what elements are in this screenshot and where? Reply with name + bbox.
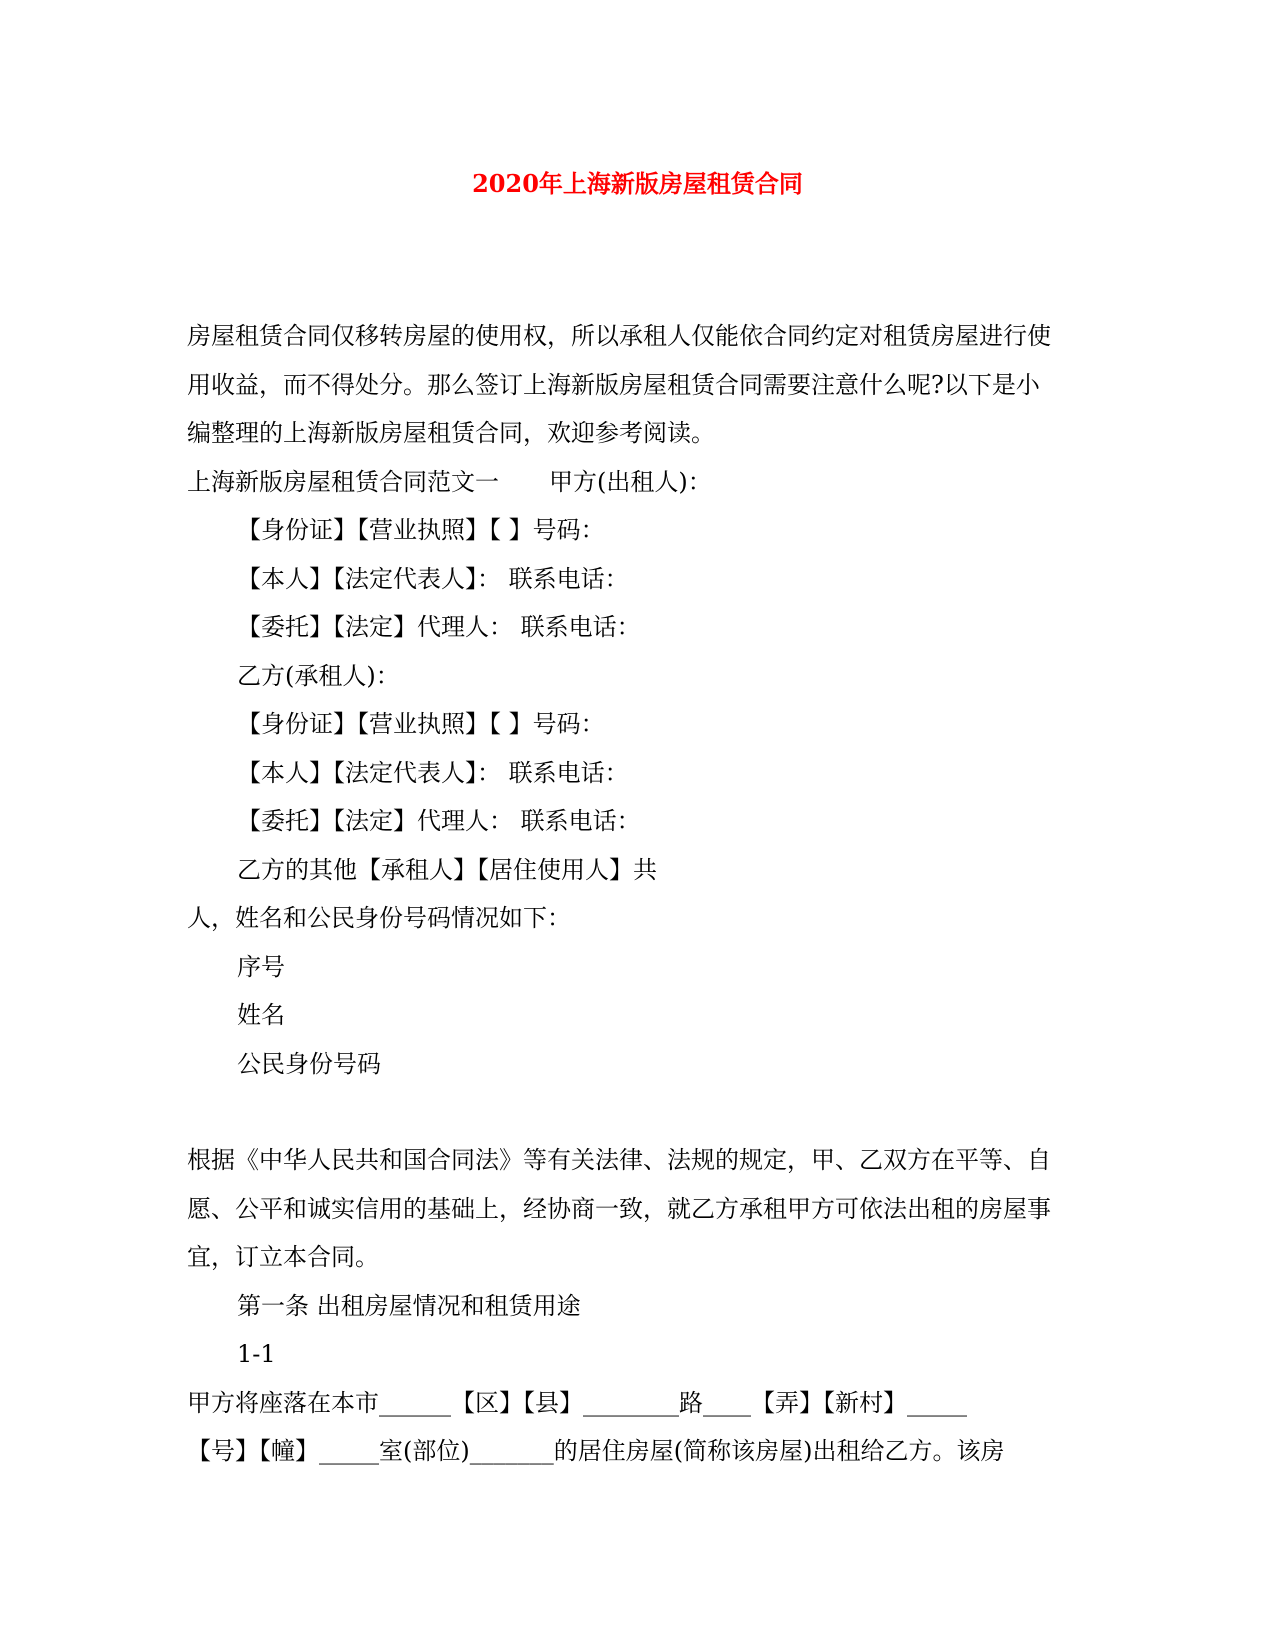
table-header-id-number: 公民身份号码 [237,1049,381,1078]
party-b-representative-field: 【本人】【法定代表人】： 联系电话： [237,758,629,787]
sample-heading: 上海新版房屋租赁合同范文一 [187,467,499,496]
intro-line-1: 房屋租赁合同仅移转房屋的使用权，所以承租人仅能依合同约定对租赁房屋进行使 [187,322,1051,350]
other-occupants-line-2: 人，姓名和公民身份号码情况如下： [187,904,571,932]
other-occupants-line-1: 乙方的其他【承租人】【居住使用人】共 [237,855,657,884]
party-a-representative-field: 【本人】【法定代表人】： 联系电话： [237,564,629,593]
table-header-number: 序号 [237,952,285,981]
clause-line-1: 甲方将座落在本市______【区】【县】________路____【弄】【新村】_____ [187,1388,967,1417]
intro-line-3: 编整理的上海新版房屋租赁合同，欢迎参考阅读。 [187,419,715,447]
sample-heading-line [187,458,1087,507]
basis-line-1: 根据《中华人民共和国合同法》等有关法律、法规的规定，甲、乙双方在平等、自 [187,1146,1051,1174]
document-title: 2020年上海新版房屋租赁合同 [472,169,803,198]
party-b-id-field: 【身份证】【营业执照】【 】号码： [237,710,605,738]
document-body [187,312,1087,1476]
basis-line-3: 宜，订立本合同。 [187,1243,379,1271]
basis-line-2: 愿、公平和诚实信用的基础上，经协商一致，就乙方承租甲方可依法出租的房屋事 [187,1194,1051,1223]
party-b-agent-field: 【委托】【法定】代理人： 联系电话： [237,807,641,835]
party-a-label: 甲方(出租人)： [549,467,712,496]
intro-line-2: 用收益，而不得处分。那么签订上海新版房屋租赁合同需要注意什么呢?以下是小 [187,370,1040,399]
party-a-agent-field: 【委托】【法定】代理人： 联系电话： [237,613,641,641]
party-b-label: 乙方(承租人)： [237,661,400,690]
article-1-title: 第一条 出租房屋情况和租赁用途 [237,1291,581,1320]
party-a-id-field: 【身份证】【营业执照】【 】号码： [237,516,605,544]
clause-number: 1-1 [237,1340,276,1368]
clause-line-2: 【号】【幢】_____室(部位)_______的居住房屋(简称该房屋)出租给乙方。该房 [187,1437,1005,1465]
table-header-name: 姓名 [237,1001,285,1029]
